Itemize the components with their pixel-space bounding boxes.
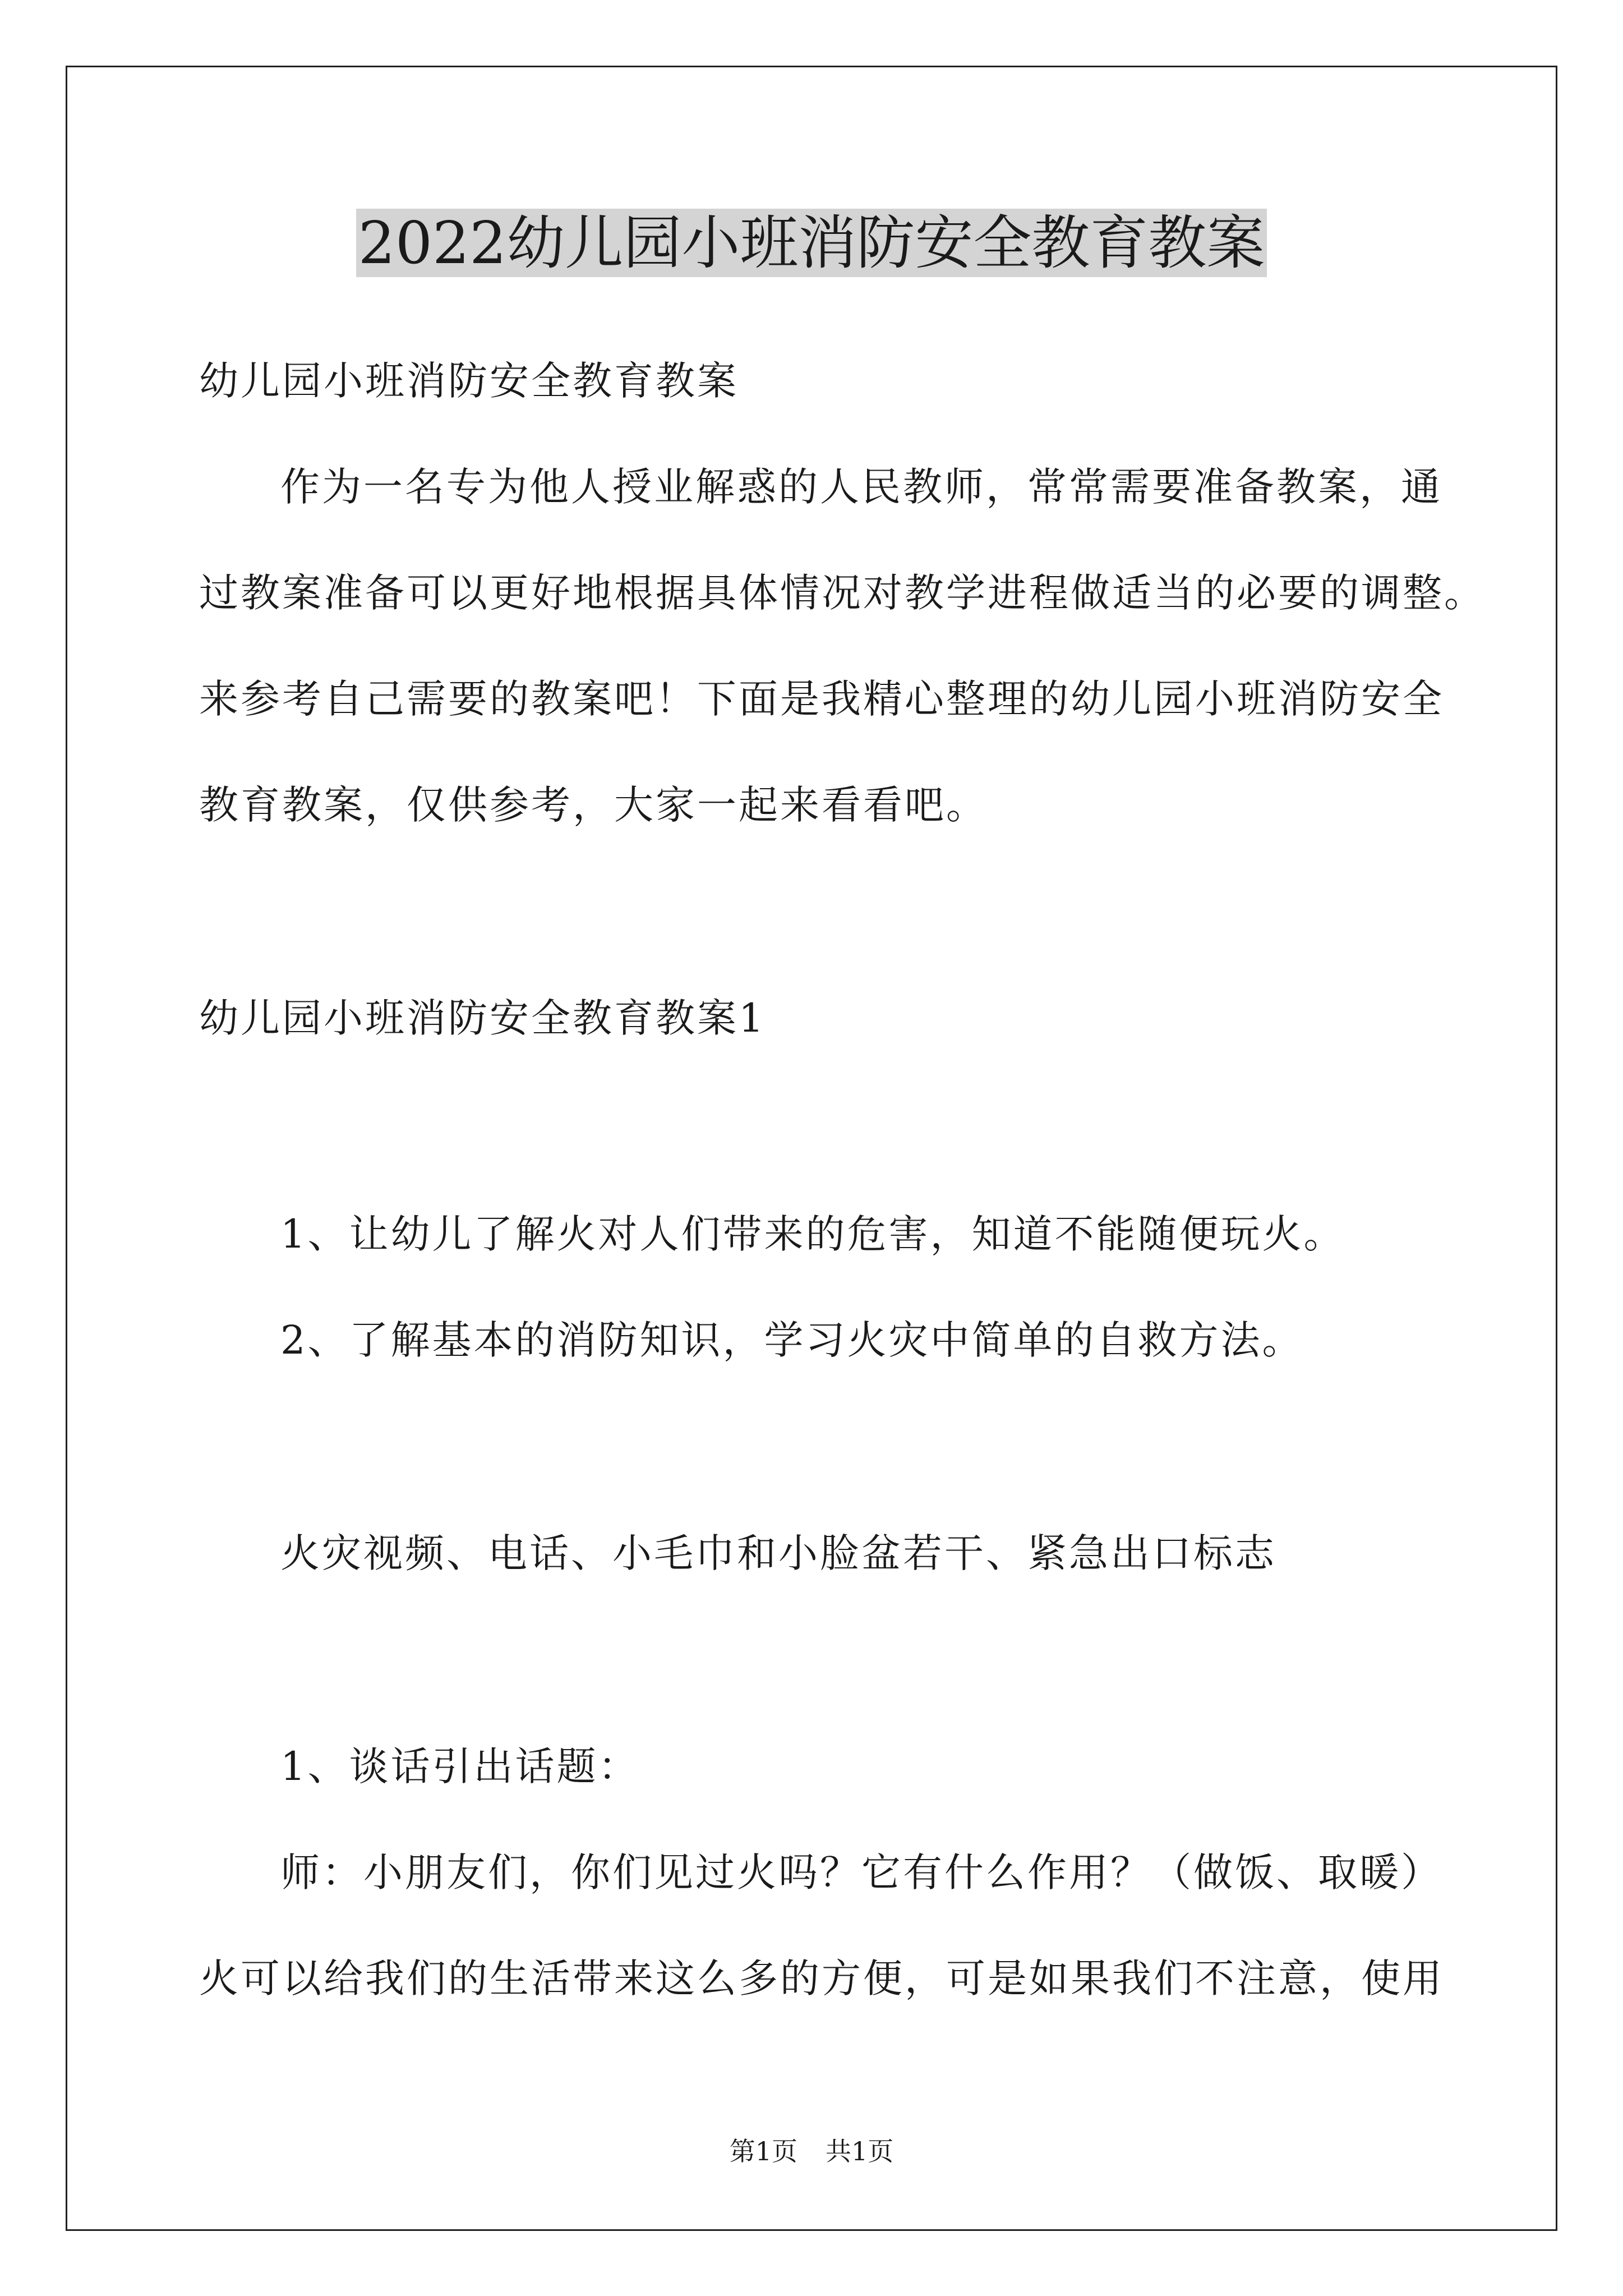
dialogue-line-2: 火可以给我们的生活带来这么多的方便，可是如果我们不注意，使用	[199, 1955, 1444, 2001]
page-number: 第1页	[729, 2136, 797, 2166]
document-subtitle: 幼儿园小班消防安全教育教案	[199, 358, 739, 404]
intro-line-2: 过教案准备可以更好地根据具体情况对教学进程做适当的必要的调整。	[199, 570, 1486, 616]
intro-line-1: 作为一名专为他人授业解惑的人民教师，常常需要准备教案，通	[280, 464, 1442, 510]
dialogue-line-1: 师：小朋友们，你们见过火吗？它有什么作用？（做饭、取暖）	[280, 1849, 1442, 1895]
page-footer	[0, 2134, 1623, 2168]
intro-line-3: 来参考自己需要的教案吧！下面是我精心整理的幼儿园小班消防安全	[199, 676, 1444, 722]
materials-line: 火灾视频、电话、小毛巾和小脸盆若干、紧急出口标志	[280, 1530, 1276, 1576]
intro-line-4: 教育教案，仅供参考，大家一起来看看吧。	[199, 782, 988, 828]
document-title	[0, 206, 1623, 279]
goal-item-1: 1、让幼儿了解火对人们带来的危害，知道不能随便玩火。	[280, 1211, 1345, 1257]
page-total: 共1页	[826, 2136, 894, 2166]
document-title-text: 2022幼儿园小班消防安全教育教案	[356, 209, 1267, 277]
process-step-1: 1、谈话引出话题：	[280, 1743, 640, 1789]
section-heading: 幼儿园小班消防安全教育教案1	[199, 995, 766, 1041]
goal-item-2: 2、了解基本的消防知识，学习火灾中简单的自救方法。	[280, 1317, 1304, 1363]
